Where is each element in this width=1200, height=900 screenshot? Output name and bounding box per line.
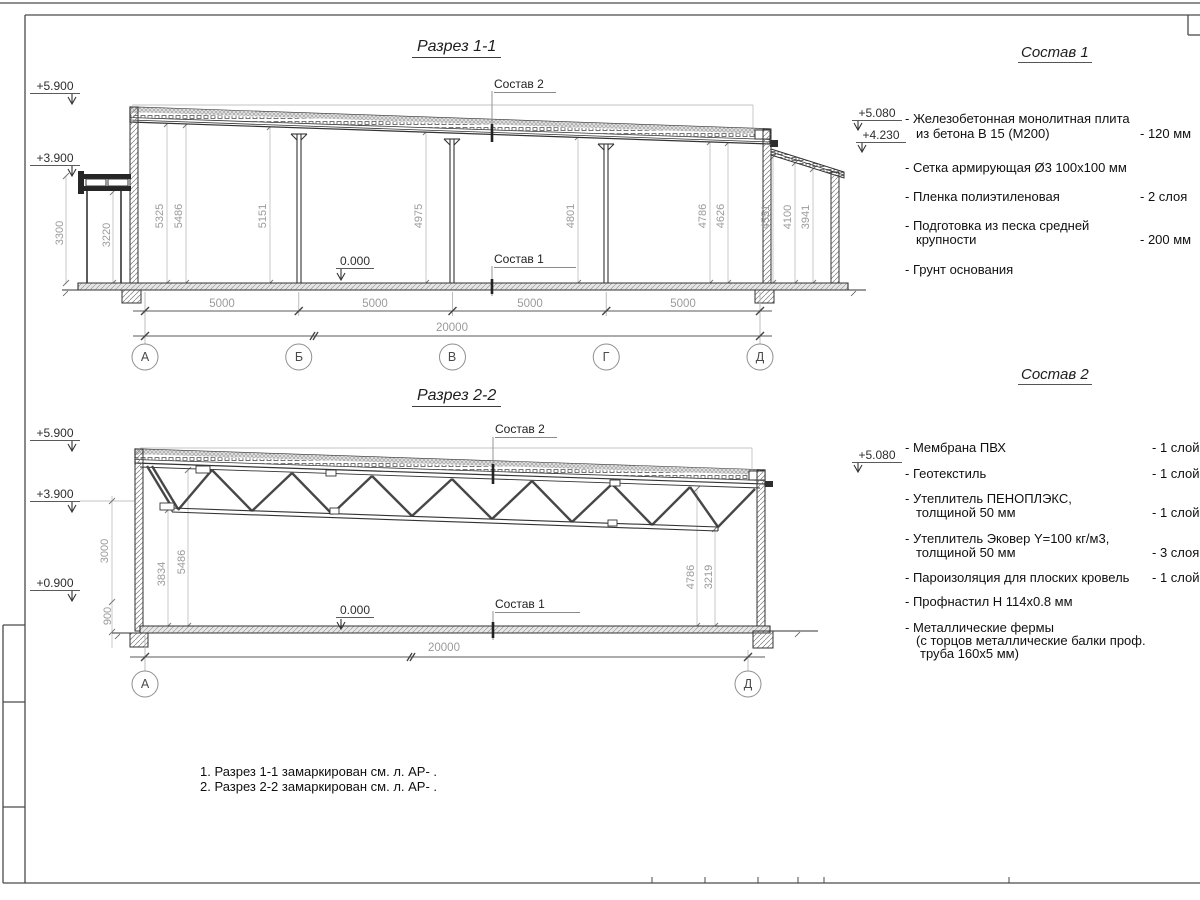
section1-sostav1-label: Состав 1	[494, 252, 576, 268]
list-item-value: - 3 слоя	[1152, 545, 1200, 560]
dim-label: 4626	[715, 203, 727, 229]
dim-label: 4975	[413, 203, 425, 229]
note-line: 1. Разрез 1-1 замаркирован см. л. АР- .	[200, 764, 438, 779]
elevation-mark: +3.900	[30, 151, 80, 166]
list-item: - Подготовка из песка средней	[905, 218, 1090, 233]
list-item: - Железобетонная монолитная плита	[905, 111, 1130, 126]
list-item-value: - 1 слой	[1152, 466, 1200, 481]
list-item-value: - 1 слой	[1152, 505, 1200, 520]
section2-title: Разрез 2-2	[412, 387, 501, 407]
dim-label: 4551	[760, 204, 772, 230]
dim-label: 5000	[362, 298, 388, 310]
elevation-mark: +5.900	[30, 79, 80, 94]
list-item: - Пленка полиэтиленовая	[905, 189, 1060, 204]
list-item-value: - 120 мм	[1140, 126, 1192, 141]
sostav2-title: Состав 2	[1018, 366, 1092, 385]
axis-label: Д	[743, 677, 753, 691]
note-line: 2. Разрез 2-2 замаркирован см. л. АР- .	[200, 779, 438, 794]
list-item-value: - 2 слоя	[1140, 189, 1188, 204]
dim-label: 4801	[565, 203, 577, 229]
sostav1-title: Состав 1	[1018, 44, 1092, 63]
zero-level-mark: 0.000	[336, 254, 374, 269]
axis-label: Г	[602, 350, 610, 364]
dim-label: 5325	[154, 203, 166, 229]
dim-label: 3219	[703, 564, 715, 590]
section1-title: Разрез 1-1	[412, 38, 501, 58]
elevation-mark: +5.080	[852, 106, 902, 121]
dim-label: 3220	[101, 222, 113, 248]
axis-label: Б	[294, 350, 304, 364]
dim-label: 5000	[209, 298, 235, 310]
dim-label: 4786	[697, 203, 709, 229]
elevation-mark: +5.080	[852, 448, 902, 463]
list-item: - Грунт основания	[905, 262, 1014, 277]
list-item: - Сетка армирующая Ø3 100х100 мм	[905, 160, 1127, 175]
list-item: - Утеплитель Эковер Y=100 кг/м3,	[905, 531, 1110, 546]
section2-sostav1-label: Состав 1	[495, 597, 580, 613]
elevation-mark: +0.900	[30, 576, 80, 591]
list-item: - Мембрана ПВХ	[905, 440, 1006, 455]
axis-label: А	[140, 350, 150, 364]
list-item: - Профнастил Н 114х0.8 мм	[905, 594, 1073, 609]
dim-label: 900	[102, 606, 114, 626]
axis-label: А	[140, 677, 150, 691]
dim-label: 3941	[800, 204, 812, 230]
list-item-value: - 1 слой	[1152, 570, 1200, 585]
dim-label: 3000	[99, 538, 111, 564]
zero-level-mark: 0.000	[336, 603, 374, 618]
list-item: (с торцов металлические балки проф.	[916, 633, 1146, 648]
dim-label: 20000	[436, 322, 468, 334]
list-item: из бетона В 15 (М200)	[916, 126, 1050, 141]
dim-label: 5000	[517, 298, 543, 310]
elevation-mark: +3.900	[30, 487, 80, 502]
dim-label: 5486	[173, 203, 185, 229]
dim-label: 4786	[685, 564, 697, 590]
list-item: - Металлические фермы	[905, 620, 1054, 635]
section1-sostav2-label: Состав 2	[494, 77, 556, 93]
list-item: - Утеплитель ПЕНОПЛЭКС,	[905, 491, 1072, 506]
list-item: крупности	[916, 232, 977, 247]
dim-label: 4100	[782, 204, 794, 230]
list-item-value: - 200 мм	[1140, 232, 1192, 247]
elevation-mark: +5.900	[30, 426, 80, 441]
section2-sostav2-label: Состав 2	[495, 422, 557, 438]
dim-label: 3300	[54, 220, 66, 246]
list-item: толщиной 50 мм	[916, 505, 1016, 520]
dim-label: 3834	[156, 561, 168, 587]
dim-label: 20000	[428, 642, 460, 654]
dim-label: 5000	[670, 298, 696, 310]
elevation-mark: +4.230	[856, 128, 906, 143]
axis-label: Д	[755, 350, 765, 364]
list-item: толщиной 50 мм	[916, 545, 1016, 560]
list-item: - Пароизоляция для плоских кровель	[905, 570, 1130, 585]
dim-label: 5486	[176, 549, 188, 575]
list-item: - Геотекстиль	[905, 466, 987, 481]
axis-label: В	[447, 350, 457, 364]
list-item-value: - 1 слой	[1152, 440, 1200, 455]
dim-label: 5151	[257, 203, 269, 229]
list-item: труба 160х5 мм)	[920, 646, 1019, 661]
